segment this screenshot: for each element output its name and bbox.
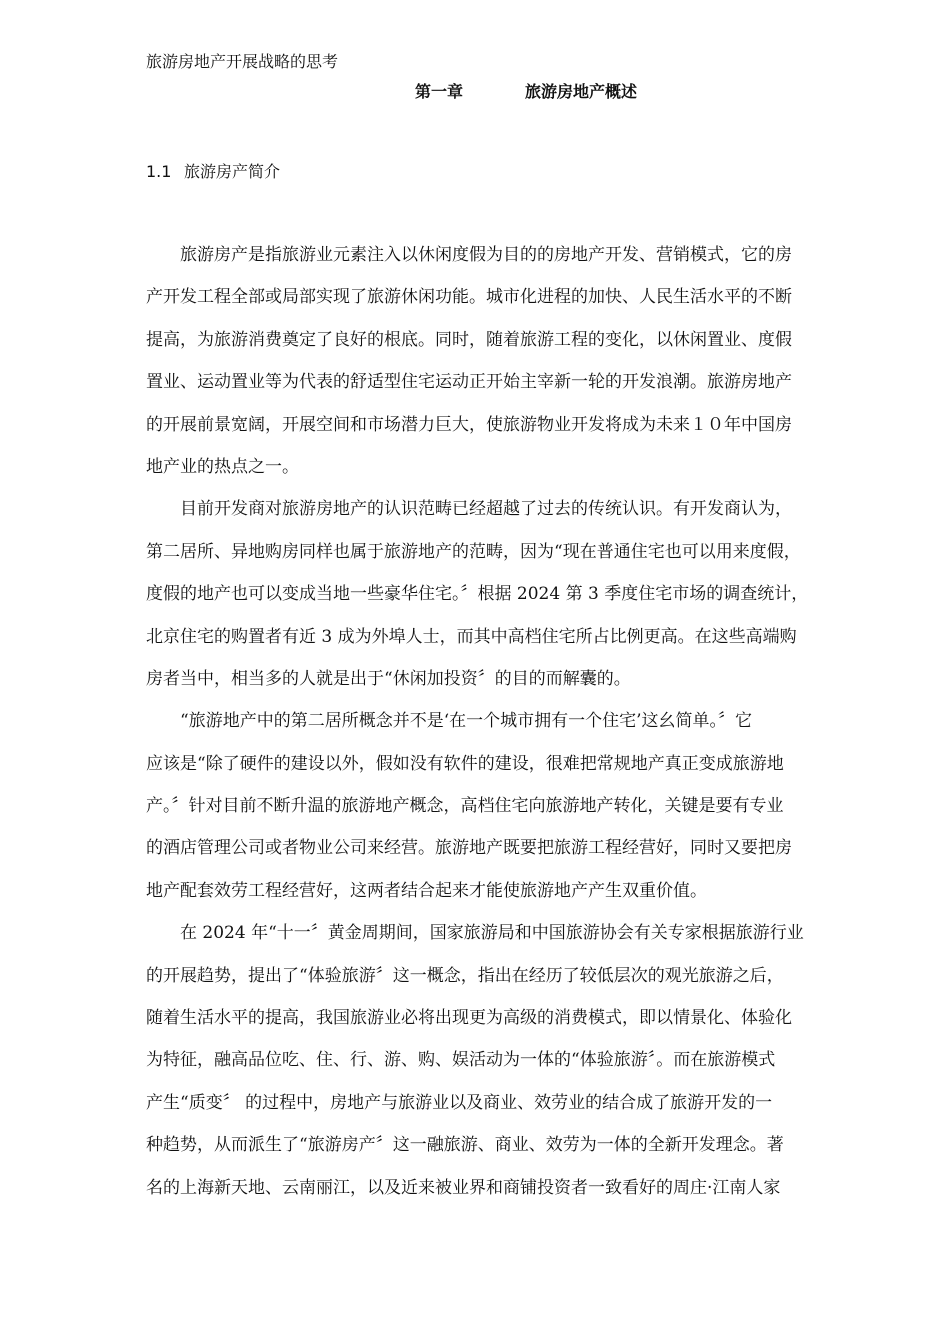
paragraph-4 (146, 912, 874, 1209)
text-line: 产。〞针对目前不断升温的旅游地产概念，高档住宅向旅游地产转化，关键是要有专业 (146, 796, 784, 817)
text-line: 在 2024 年“十一〞黄金周期间，国家旅游局和中国旅游协会有关专家根据旅游行业 (180, 923, 804, 944)
body-text (146, 234, 874, 1209)
text-line: 第二居所、异地购房同样也属于旅游地产的范畴，因为“现在普通住宅也可以用来度假， (146, 541, 801, 562)
chapter-name: 旅游房地产概述 (525, 82, 638, 101)
section-number: 1.1 (146, 162, 172, 181)
text-line: 应该是“除了硬件的建设以外，假如没有软件的建设，很难把常规地产真正变成旅游地 (146, 753, 784, 774)
chapter-title (415, 80, 637, 104)
text-line: 目前开发商对旅游房地产的认识范畴已经超越了过去的传统认识。有开发商认为， (180, 499, 792, 520)
text-line: 名的上海新天地、云南丽江，以及近来被业界和商铺投资者一致看好的周庄·江南人家 (146, 1177, 781, 1198)
text-line: 北京住宅的购置者有近 3 成为外埠人士，而其中高档住宅所占比例更高。在这些高端购 (146, 626, 797, 647)
paragraph-2 (146, 488, 874, 700)
section-heading (146, 160, 280, 184)
text-line: “旅游地产中的第二居所概念并不是‘在一个城市拥有一个住宅’这幺简单。〞它 (180, 711, 752, 732)
running-header: 旅游房地产开展战略的思考 (146, 52, 339, 71)
text-line: 的开展趋势，提出了“体验旅游〞这一概念，指出在经历了较低层次的观光旅游之后， (146, 965, 784, 986)
text-line: 提高，为旅游消费奠定了良好的根底。同时，随着旅游工程的变化，以休闲置业、度假 (146, 329, 792, 350)
text-line: 旅游房产是指旅游业元素注入以休闲度假为目的的房地产开发、营销模式，它的房 (180, 245, 792, 265)
text-line: 产生“质变〞 的过程中，房地产与旅游业以及商业、效劳业的结合成了旅游开发的一 (146, 1092, 773, 1113)
section-title: 旅游房产简介 (184, 162, 281, 181)
text-line: 种趋势，从而派生了“旅游房产〞这一融旅游、商业、效劳为一体的全新开发理念。著 (146, 1135, 784, 1156)
paragraph-3 (146, 700, 874, 912)
text-line: 为特征，融高品位吃、住、行、游、购、娱活动为一体的“体验旅游〞。而在旅游模式 (146, 1050, 776, 1071)
chapter-label: 第一章 (415, 82, 464, 101)
text-line: 度假的地产也可以变成当地一些豪华住宅。〞根据 2024 第 3 季度住宅市场的调查统计， (146, 584, 809, 605)
text-line: 房者当中，相当多的人就是出于“休闲加投资〞的目的而解囊的。 (146, 668, 631, 689)
text-line: 置业、运动置业等为代表的舒适型住宅运动正开始主宰新一轮的开发浪潮。旅游房地产 (146, 372, 792, 393)
text-line: 地产业的热点之一。 (146, 456, 299, 477)
text-line: 产开发工程全部或局部实现了旅游休闲功能。城市化进程的加快、人民生活水平的不断 (146, 287, 792, 308)
text-line: 地产配套效劳工程经营好，这两者结合起来才能使旅游地产产生双重价值。 (146, 880, 707, 901)
text-line: 的酒店管理公司或者物业公司来经营。旅游地产既要把旅游工程经营好，同时又要把房 (146, 838, 792, 859)
paragraph-1 (146, 234, 874, 488)
text-line: 的开展前景宽阔，开展空间和市场潜力巨大，使旅游物业开发将成为未来１０年中国房 (146, 414, 792, 435)
text-line: 随着生活水平的提高，我国旅游业必将出现更为高级的消费模式，即以情景化、体验化 (146, 1008, 792, 1029)
